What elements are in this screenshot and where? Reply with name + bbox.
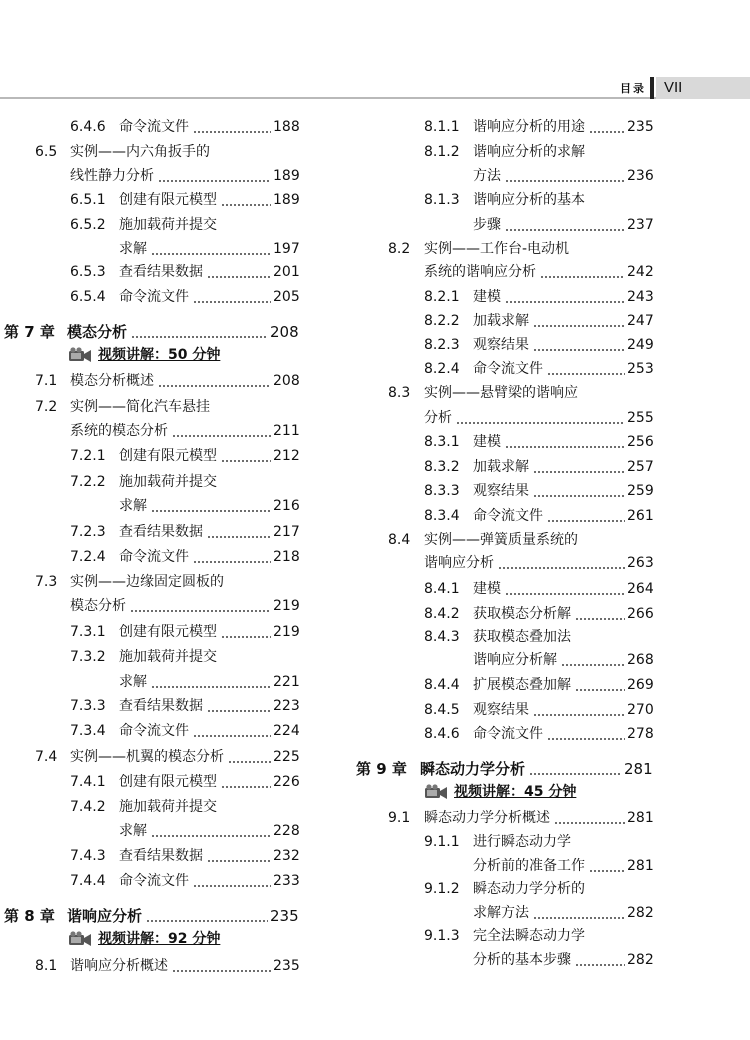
toc-entry[interactable] [0,287,750,307]
leader-dots [575,618,625,620]
leader-dots [505,180,625,182]
section-title: 瞬态动力学分析的 [473,881,585,897]
section-title: 加载求解 [473,313,529,329]
section-title: 方法 [473,168,501,184]
section-title: 谐响应分析的求解 [473,144,585,160]
section-title: 实例——边缘固定圆板的 [70,574,224,590]
leader-dots [505,593,625,595]
toc-entry[interactable] [0,724,750,744]
page-ref: 235 [273,958,300,974]
section-title: 查看结果数据 [119,698,203,714]
section-title: 步骤 [473,217,501,233]
page-ref: 281 [624,760,653,778]
page-ref: 232 [273,848,300,864]
leader-dots [456,422,625,424]
section-number: 8.4.4 [424,677,460,693]
video-lecture-text: 视频讲解：45 分钟 [454,784,577,800]
page-ref: 266 [627,606,654,622]
page-ref: 211 [273,423,300,439]
leader-dots [172,970,271,972]
section-number: 7.2.3 [70,524,106,540]
section-title: 求解 [119,498,147,514]
section-title: 谐响应分析概述 [70,958,168,974]
section-title: 观察结果 [473,702,529,718]
page-ref: 226 [273,774,300,790]
page-ref: 208 [270,323,299,341]
toc-entry[interactable] [0,506,750,526]
leader-dots [533,325,625,327]
chapter-number: 第 7 章 [4,323,55,341]
toc-entry[interactable] [0,808,750,828]
header-section-label: 目录 [620,82,646,95]
section-title: 求解 [119,241,147,257]
page-ref: 217 [273,524,300,540]
leader-dots [505,301,625,303]
section-title: 模态分析概述 [70,373,154,389]
toc-entry[interactable] [0,530,750,550]
page-ref: 261 [627,508,654,524]
section-number: 6.5.2 [70,217,106,233]
leader-dots [533,917,625,919]
section-number: 6.4.6 [70,119,106,135]
section-title: 建模 [473,581,501,597]
section-title: 施加载荷并提交 [119,474,217,490]
toc-entry-continuation[interactable] [0,215,750,235]
page-ref: 197 [273,241,300,257]
page-ref: 247 [627,313,654,329]
page-ref: 268 [627,652,654,668]
section-number: 6.5.1 [70,192,106,208]
section-number: 8.1.3 [424,192,460,208]
page-ref: 263 [627,555,654,571]
toc-entry[interactable] [0,311,750,331]
section-number: 8.3.4 [424,508,460,524]
section-title: 模态分析 [70,598,126,614]
leader-dots [533,349,625,351]
section-title: 求解 [119,823,147,839]
page-ref: 243 [627,289,654,305]
section-title: 加载求解 [473,459,529,475]
section-number: 8.3.2 [424,459,460,475]
page-ref: 228 [273,823,300,839]
chapter-title: 模态分析 [67,323,128,341]
leader-dots [529,773,622,775]
toc-entry[interactable] [0,879,750,899]
section-title: 实例——弹簧质量系统的 [424,532,578,548]
section-number: 8.4.5 [424,702,460,718]
section-number: 9.1.1 [424,834,460,850]
section-number: 7.3.2 [70,649,106,665]
section-title: 观察结果 [473,483,529,499]
section-number: 8.1.1 [424,119,460,135]
toc-entry-continuation[interactable] [0,856,750,876]
leader-dots [561,664,625,666]
section-number: 8.4.3 [424,629,460,645]
section-number: 7.3.3 [70,698,106,714]
page-ref: 257 [627,459,654,475]
page-ref: 189 [273,168,300,184]
page-ref: 221 [273,674,300,690]
toc-entry[interactable] [0,700,750,720]
toc-entry-continuation[interactable] [0,262,750,282]
section-number: 7.4.1 [70,774,106,790]
section-title: 建模 [473,434,501,450]
video-lecture-text: 视频讲解：50 分钟 [98,347,221,363]
section-number: 7.2.1 [70,448,106,464]
section-number: 7.4 [35,749,58,765]
toc-entry[interactable] [0,604,750,624]
page-ref: 216 [273,498,300,514]
page-ref: 189 [273,192,300,208]
toc-entry[interactable] [0,142,750,162]
header-accent-bar [650,77,654,99]
section-title: 分析 [424,410,452,426]
toc-entry[interactable] [0,117,750,137]
page-ref: 249 [627,337,654,353]
section-number: 6.5.4 [70,289,106,305]
section-number: 8.1 [35,958,58,974]
section-number: 9.1.3 [424,928,460,944]
section-title: 谐响应分析解 [473,652,557,668]
page-ref: 218 [273,549,300,565]
section-title: 分析的基本步骤 [473,952,571,968]
leader-dots [221,786,271,788]
page-ref: 264 [627,581,654,597]
toc-entry-continuation[interactable] [0,903,750,923]
section-title: 命令流文件 [119,549,189,565]
toc-entry[interactable] [0,675,750,695]
page-ref: 256 [627,434,654,450]
section-title: 查看结果数据 [119,524,203,540]
section-number: 7.2.2 [70,474,106,490]
section-number: 7.3 [35,574,58,590]
page-ref: 219 [273,624,300,640]
section-number: 7.3.4 [70,723,106,739]
section-title: 命令流文件 [119,723,189,739]
section-title: 命令流文件 [473,508,543,524]
section-title: 进行瞬态动力学 [473,834,571,850]
toc-entry-continuation[interactable] [0,650,750,670]
chapter-number: 第 9 章 [356,760,407,778]
section-title: 创建有限元模型 [119,774,217,790]
leader-dots [575,964,625,966]
section-number: 7.4.4 [70,873,106,889]
section-title: 命令流文件 [473,726,543,742]
page-ref: 224 [273,723,300,739]
section-title: 完全法瞬态动力学 [473,928,585,944]
leader-dots [540,276,625,278]
page-ref: 235 [270,907,299,925]
chapter-number: 第 8 章 [4,907,55,925]
leader-dots [533,471,625,473]
toc-entry[interactable] [0,190,750,210]
leader-dots [589,870,625,872]
section-number: 6.5 [35,144,58,160]
section-number: 8.2 [388,241,411,257]
page-ref: 233 [273,873,300,889]
toc-entry[interactable] [0,579,750,599]
page-ref: 223 [273,698,300,714]
page-ref: 281 [627,810,654,826]
section-number: 8.2.4 [424,361,460,377]
section-title: 瞬态动力学分析概述 [424,810,550,826]
section-title: 线性静力分析 [70,168,154,184]
section-number: 8.1.2 [424,144,460,160]
page-ref: 208 [273,373,300,389]
section-title: 谐响应分析的基本 [473,192,585,208]
section-title: 谐响应分析 [424,555,494,571]
page-ref: 205 [273,289,300,305]
leader-dots [498,567,625,569]
section-title: 命令流文件 [119,119,189,135]
toc-entry-continuation[interactable] [0,408,750,428]
leader-dots [547,373,625,375]
toc-entry[interactable] [0,335,750,355]
leader-dots [575,689,625,691]
leader-dots [554,822,625,824]
section-title: 建模 [473,289,501,305]
section-title: 实例——简化汽车悬挂 [70,399,210,415]
section-title: 实例——内六角扳手的 [70,144,210,160]
section-title: 命令流文件 [119,873,189,889]
leader-dots [533,714,625,716]
section-number: 9.1 [388,810,411,826]
section-title: 查看结果数据 [119,264,203,280]
section-title: 查看结果数据 [119,848,203,864]
section-title: 施加载荷并提交 [119,799,217,815]
section-title: 获取模态分析解 [473,606,571,622]
toc-entry[interactable] [0,359,750,379]
toc-entry[interactable] [0,926,750,946]
section-title: 实例——机翼的模态分析 [70,749,224,765]
page-ref: 270 [627,702,654,718]
section-number: 8.4.2 [424,606,460,622]
page-ref: 253 [627,361,654,377]
toc-entry[interactable] [0,432,750,452]
leader-dots [547,520,625,522]
page-number: VII [664,79,683,96]
section-number: 8.3 [388,385,411,401]
video-lecture-link[interactable] [424,782,624,802]
page-ref: 212 [273,448,300,464]
section-title: 求解 [119,674,147,690]
video-lecture-text: 视频讲解：92 分钟 [98,931,221,947]
toc-chapter-entry[interactable] [0,759,750,779]
leader-dots [589,131,625,133]
section-number: 8.2.3 [424,337,460,353]
section-number: 7.2.4 [70,549,106,565]
section-title: 观察结果 [473,337,529,353]
leader-dots [505,229,625,231]
section-title: 系统的谐响应分析 [424,264,536,280]
chapter-title: 瞬态动力学分析 [420,760,526,778]
section-number: 7.4.2 [70,799,106,815]
page-ref: 242 [627,264,654,280]
toc-entry-continuation[interactable] [0,553,750,573]
section-number: 8.3.1 [424,434,460,450]
section-number: 7.3.1 [70,624,106,640]
section-title: 实例——工作台-电动机 [424,241,570,257]
page-ref: 282 [627,905,654,921]
page-ref: 278 [627,726,654,742]
page-ref: 282 [627,952,654,968]
section-number: 7.2 [35,399,58,415]
section-title: 施加载荷并提交 [119,217,217,233]
section-number: 8.3.3 [424,483,460,499]
section-number: 7.4.3 [70,848,106,864]
toc-entry-continuation[interactable] [0,166,750,186]
leader-dots [533,495,625,497]
section-title: 扩展模态叠加解 [473,677,571,693]
toc-entry[interactable] [0,457,750,477]
toc-entry[interactable] [0,627,750,647]
page-ref: 219 [273,598,300,614]
page-ref: 188 [273,119,300,135]
page-ref: 237 [627,217,654,233]
section-number: 8.2.1 [424,289,460,305]
page-ref: 236 [627,168,654,184]
page-ref: 201 [273,264,300,280]
section-title: 施加载荷并提交 [119,649,217,665]
section-title: 创建有限元模型 [119,448,217,464]
section-number: 8.4.1 [424,581,460,597]
leader-dots [547,738,625,740]
section-title: 获取模态叠加法 [473,629,571,645]
leader-dots [505,446,625,448]
toc-entry[interactable] [0,239,750,259]
page-ref: 255 [627,410,654,426]
page-ref: 235 [627,119,654,135]
section-number: 7.1 [35,373,58,389]
chapter-title: 谐响应分析 [67,907,143,925]
page-ref: 269 [627,677,654,693]
section-number: 8.4.6 [424,726,460,742]
video-camera-icon [424,784,448,800]
section-title: 命令流文件 [119,289,189,305]
section-title: 实例——悬臂梁的谐响应 [424,385,578,401]
section-number: 9.1.2 [424,881,460,897]
section-title: 创建有限元模型 [119,192,217,208]
page-ref: 281 [627,858,654,874]
section-number: 8.2.2 [424,313,460,329]
section-number: 8.4 [388,532,411,548]
toc-entry[interactable] [0,383,750,403]
section-number: 6.5.3 [70,264,106,280]
page-ref: 225 [273,749,300,765]
toc-entry-continuation[interactable] [0,950,750,970]
header-rule [0,97,750,99]
toc-entry[interactable] [0,832,750,852]
section-title: 谐响应分析的用途 [473,119,585,135]
section-title: 分析前的准备工作 [473,858,585,874]
section-title: 系统的模态分析 [70,423,168,439]
page-ref: 259 [627,483,654,499]
section-title: 求解方法 [473,905,529,921]
section-title: 创建有限元模型 [119,624,217,640]
toc-entry[interactable] [0,481,750,501]
section-title: 命令流文件 [473,361,543,377]
